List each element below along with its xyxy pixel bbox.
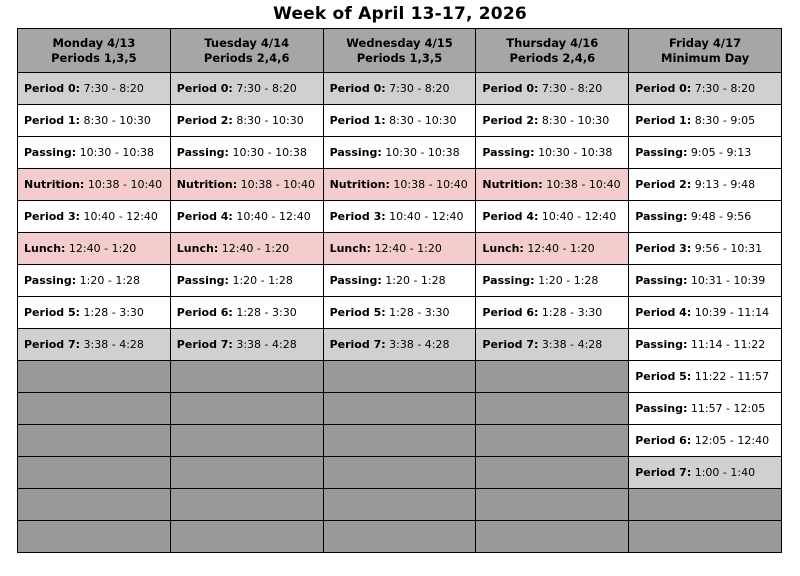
- period-time: 10:40 - 12:40: [389, 210, 464, 223]
- period-time: 11:22 - 11:57: [694, 370, 770, 383]
- period-label: Period 2:: [176, 114, 233, 127]
- day-subtitle: Periods 2,4,6: [203, 50, 290, 65]
- header-row: [18, 29, 782, 73]
- period-time: 3:38 - 4:28: [389, 338, 450, 351]
- schedule-table: [17, 28, 782, 553]
- period-label: Period 4:: [635, 306, 692, 319]
- schedule-cell: [323, 73, 476, 105]
- schedule-cell: [170, 233, 323, 265]
- period-label: Lunch:: [329, 242, 372, 255]
- schedule-cell: [18, 233, 171, 265]
- period-time: 10:38 - 10:40: [87, 178, 163, 191]
- period-label: Period 6:: [482, 306, 539, 319]
- schedule-row: [18, 137, 782, 169]
- schedule-cell: [170, 297, 323, 329]
- period-time: 10:31 - 10:39: [690, 274, 766, 287]
- schedule-cell: [18, 521, 171, 553]
- period-time: 10:30 - 10:38: [538, 146, 613, 159]
- schedule-cell: [323, 105, 476, 137]
- schedule-cell: [170, 393, 323, 425]
- period-time: 1:20 - 1:28: [538, 274, 599, 287]
- period-label: Period 0:: [329, 82, 386, 95]
- day-subtitle: Periods 1,3,5: [356, 50, 443, 65]
- period-time: 1:20 - 1:28: [232, 274, 293, 287]
- period-time: 7:30 - 8:20: [694, 82, 756, 95]
- schedule-cell: [476, 425, 629, 457]
- schedule-cell: [170, 137, 323, 169]
- schedule-cell: [629, 265, 782, 297]
- schedule-cell: [18, 329, 171, 361]
- day-subtitle: Minimum Day: [661, 50, 750, 65]
- period-label: Period 1:: [329, 114, 386, 127]
- schedule-cell: [18, 169, 171, 201]
- period-label: Passing:: [635, 274, 688, 287]
- period-time: 1:20 - 1:28: [79, 274, 141, 287]
- schedule-cell: [476, 265, 629, 297]
- period-label: Passing:: [24, 274, 77, 287]
- schedule-cell: [18, 489, 171, 521]
- period-label: Passing:: [635, 210, 688, 223]
- schedule-cell: [170, 265, 323, 297]
- schedule-cell: [170, 105, 323, 137]
- period-label: Passing:: [329, 146, 382, 159]
- schedule-cell: [170, 361, 323, 393]
- schedule-cell: [323, 393, 476, 425]
- schedule-cell: [476, 233, 629, 265]
- schedule-cell: [476, 521, 629, 553]
- schedule-cell: [476, 329, 629, 361]
- period-time: 10:30 - 10:38: [79, 146, 155, 159]
- period-label: Period 0:: [24, 82, 81, 95]
- schedule-cell: [18, 393, 171, 425]
- schedule-cell: [323, 297, 476, 329]
- schedule-cell: [170, 169, 323, 201]
- schedule-cell: [629, 457, 782, 489]
- period-time: 10:40 - 12:40: [541, 210, 617, 223]
- period-label: Period 1:: [24, 114, 81, 127]
- period-label: Passing:: [635, 402, 688, 415]
- schedule-row: [18, 329, 782, 361]
- schedule-row: [18, 265, 782, 297]
- period-label: Nutrition:: [482, 178, 543, 191]
- schedule-cell: [18, 265, 171, 297]
- period-time: 7:30 - 8:20: [389, 82, 450, 95]
- period-label: Passing:: [635, 338, 688, 351]
- period-label: Passing:: [176, 146, 229, 159]
- period-label: Passing:: [329, 274, 382, 287]
- period-label: Period 2:: [635, 178, 692, 191]
- period-label: Period 7:: [635, 466, 692, 479]
- period-label: Period 3:: [24, 210, 81, 223]
- schedule-row: [18, 361, 782, 393]
- period-time: 9:13 - 9:48: [694, 178, 756, 191]
- period-label: Period 6:: [176, 306, 233, 319]
- schedule-cell: [170, 521, 323, 553]
- schedule-cell: [476, 137, 629, 169]
- period-label: Lunch:: [24, 242, 66, 255]
- schedule-cell: [476, 73, 629, 105]
- day-name: Wednesday 4/15: [346, 35, 453, 50]
- schedule-body: [18, 73, 782, 553]
- schedule-cell: [170, 457, 323, 489]
- period-time: 1:28 - 3:30: [389, 306, 450, 319]
- period-time: 3:38 - 4:28: [83, 338, 144, 351]
- period-time: 8:30 - 10:30: [541, 114, 610, 127]
- period-label: Period 7:: [329, 338, 386, 351]
- period-time: 10:38 - 10:40: [546, 178, 621, 191]
- schedule-row: [18, 73, 782, 105]
- period-label: Period 2:: [482, 114, 539, 127]
- period-label: Passing:: [635, 146, 688, 159]
- schedule-cell: [629, 297, 782, 329]
- period-time: 12:40 - 1:20: [221, 242, 290, 255]
- schedule-cell: [18, 457, 171, 489]
- day-name: Friday 4/17: [669, 35, 742, 50]
- period-label: Nutrition:: [329, 178, 390, 191]
- period-label: Period 7:: [24, 338, 81, 351]
- period-label: Period 6:: [635, 434, 692, 447]
- schedule-row: [18, 489, 782, 521]
- period-label: Period 5:: [329, 306, 386, 319]
- period-time: 10:39 - 11:14: [694, 306, 770, 319]
- schedule-cell: [323, 137, 476, 169]
- period-time: 8:30 - 9:05: [694, 114, 756, 127]
- period-label: Period 7:: [176, 338, 233, 351]
- schedule-cell: [629, 329, 782, 361]
- schedule-cell: [629, 521, 782, 553]
- period-label: Nutrition:: [24, 178, 85, 191]
- day-header: [629, 29, 782, 73]
- schedule-cell: [323, 361, 476, 393]
- schedule-cell: [629, 201, 782, 233]
- schedule-cell: [629, 73, 782, 105]
- period-time: 10:38 - 10:40: [393, 178, 468, 191]
- day-header: [323, 29, 476, 73]
- period-label: Lunch:: [482, 242, 524, 255]
- period-label: Period 1:: [635, 114, 692, 127]
- schedule-cell: [323, 169, 476, 201]
- schedule-cell: [629, 137, 782, 169]
- period-time: 3:38 - 4:28: [541, 338, 603, 351]
- schedule-cell: [629, 425, 782, 457]
- day-subtitle: Periods 2,4,6: [509, 50, 596, 65]
- schedule-cell: [476, 201, 629, 233]
- schedule-cell: [18, 137, 171, 169]
- schedule-cell: [476, 297, 629, 329]
- schedule-cell: [170, 201, 323, 233]
- schedule-cell: [323, 329, 476, 361]
- period-label: Period 4:: [482, 210, 539, 223]
- period-time: 10:40 - 12:40: [236, 210, 311, 223]
- period-time: 9:56 - 10:31: [694, 242, 763, 255]
- period-time: 11:57 - 12:05: [690, 402, 766, 415]
- schedule-cell: [629, 393, 782, 425]
- schedule-cell: [629, 105, 782, 137]
- period-time: 10:30 - 10:38: [385, 146, 460, 159]
- schedule-cell: [18, 425, 171, 457]
- schedule-cell: [476, 393, 629, 425]
- schedule-row: [18, 105, 782, 137]
- schedule-row: [18, 521, 782, 553]
- period-time: 11:14 - 11:22: [690, 338, 766, 351]
- period-label: Period 0:: [635, 82, 692, 95]
- period-time: 7:30 - 8:20: [541, 82, 603, 95]
- period-time: 1:20 - 1:28: [385, 274, 446, 287]
- schedule-row: [18, 233, 782, 265]
- day-name: Thursday 4/16: [506, 35, 599, 50]
- schedule-cell: [18, 105, 171, 137]
- period-label: Period 0:: [176, 82, 233, 95]
- schedule-cell: [323, 201, 476, 233]
- schedule-cell: [323, 425, 476, 457]
- period-time: 1:00 - 1:40: [694, 466, 756, 479]
- schedule-cell: [323, 233, 476, 265]
- period-time: 1:28 - 3:30: [83, 306, 144, 319]
- period-label: Nutrition:: [176, 178, 238, 191]
- period-label: Lunch:: [176, 242, 219, 255]
- day-header: [476, 29, 629, 73]
- period-time: 1:28 - 3:30: [236, 306, 297, 319]
- schedule-cell: [170, 489, 323, 521]
- period-time: 10:38 - 10:40: [240, 178, 315, 191]
- schedule-row: [18, 425, 782, 457]
- period-time: 7:30 - 8:20: [83, 82, 144, 95]
- period-label: Period 4:: [176, 210, 233, 223]
- period-label: Period 3:: [329, 210, 386, 223]
- schedule-cell: [629, 233, 782, 265]
- period-time: 10:40 - 12:40: [83, 210, 158, 223]
- schedule-cell: [476, 169, 629, 201]
- period-time: 8:30 - 10:30: [236, 114, 304, 127]
- period-time: 10:30 - 10:38: [232, 146, 307, 159]
- period-time: 1:28 - 3:30: [541, 306, 603, 319]
- day-subtitle: Periods 1,3,5: [51, 50, 137, 65]
- period-label: Period 3:: [635, 242, 692, 255]
- day-header: [170, 29, 323, 73]
- schedule-cell: [170, 73, 323, 105]
- period-time: 8:30 - 10:30: [83, 114, 151, 127]
- period-label: Period 5:: [635, 370, 692, 383]
- day-header: [18, 29, 171, 73]
- period-time: 12:05 - 12:40: [694, 434, 770, 447]
- schedule-row: [18, 393, 782, 425]
- schedule-cell: [323, 457, 476, 489]
- schedule-cell: [18, 201, 171, 233]
- day-name: Tuesday 4/14: [204, 35, 290, 50]
- schedule-cell: [323, 489, 476, 521]
- period-time: 12:40 - 1:20: [527, 242, 595, 255]
- schedule-row: [18, 169, 782, 201]
- period-label: Period 5:: [24, 306, 81, 319]
- schedule-row: [18, 297, 782, 329]
- schedule-cell: [629, 361, 782, 393]
- period-label: Passing:: [482, 146, 535, 159]
- period-label: Period 0:: [482, 82, 539, 95]
- period-time: 12:40 - 1:20: [374, 242, 442, 255]
- schedule-cell: [18, 361, 171, 393]
- period-label: Passing:: [482, 274, 535, 287]
- schedule-cell: [476, 105, 629, 137]
- period-time: 8:30 - 10:30: [389, 114, 457, 127]
- schedule-row: [18, 457, 782, 489]
- schedule-cell: [629, 489, 782, 521]
- schedule-cell: [323, 521, 476, 553]
- schedule-cell: [476, 361, 629, 393]
- schedule-cell: [323, 265, 476, 297]
- period-time: 7:30 - 8:20: [236, 82, 297, 95]
- schedule-cell: [170, 329, 323, 361]
- page-title: Week of April 13-17, 2026: [273, 4, 527, 24]
- schedule-cell: [629, 169, 782, 201]
- schedule-cell: [18, 297, 171, 329]
- period-label: Period 7:: [482, 338, 539, 351]
- period-label: Passing:: [176, 274, 229, 287]
- schedule-cell: [170, 425, 323, 457]
- schedule-row: [18, 201, 782, 233]
- period-time: 9:05 - 9:13: [690, 146, 752, 159]
- schedule-cell: [476, 457, 629, 489]
- period-time: 12:40 - 1:20: [68, 242, 137, 255]
- period-label: Passing:: [24, 146, 77, 159]
- schedule-cell: [18, 73, 171, 105]
- period-time: 9:48 - 9:56: [690, 210, 752, 223]
- period-time: 3:38 - 4:28: [236, 338, 297, 351]
- day-name: Monday 4/13: [52, 35, 136, 50]
- schedule-cell: [476, 489, 629, 521]
